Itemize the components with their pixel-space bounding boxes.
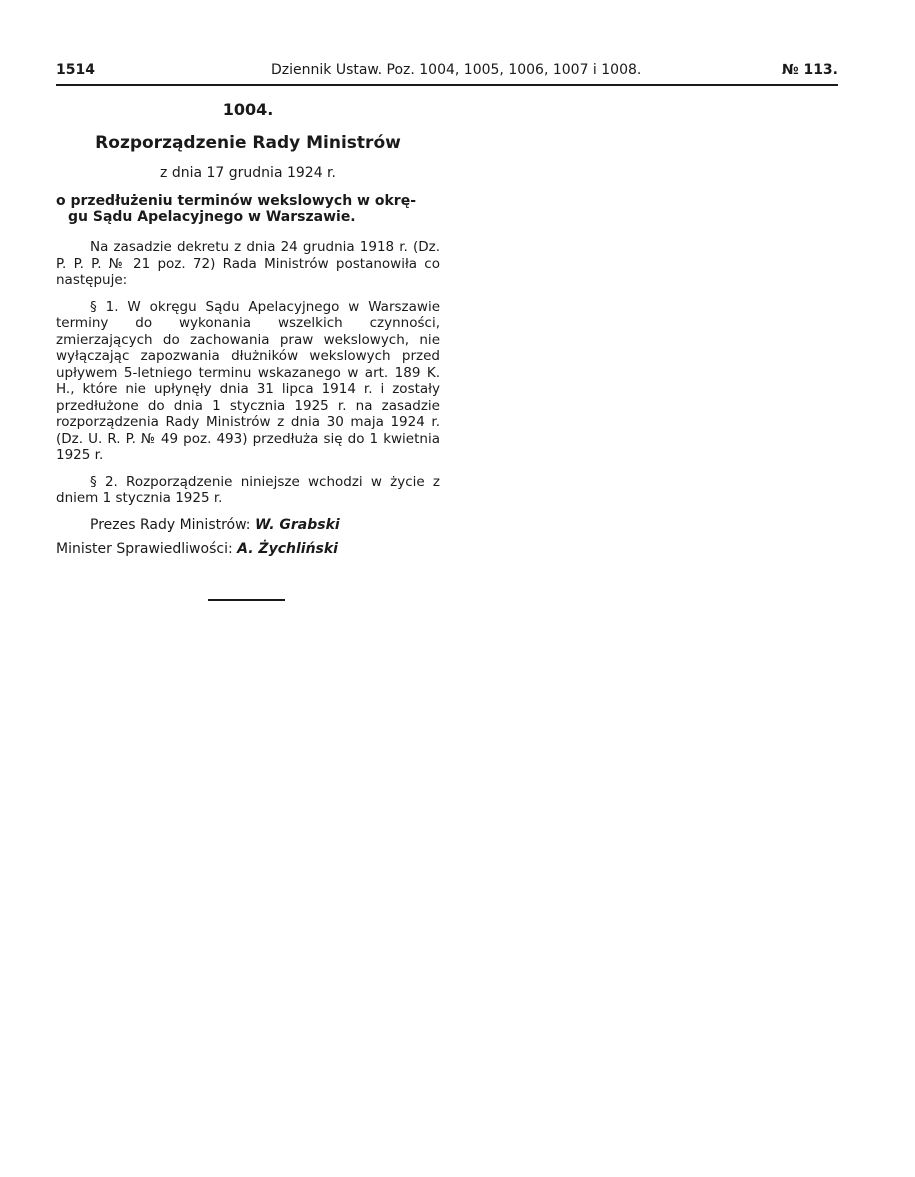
end-of-act-divider — [208, 599, 285, 601]
position-number: 1004. — [222, 100, 274, 119]
act-subject-line1: o przedłużeniu terminów wekslowych w okrę- — [56, 193, 417, 209]
act-title: Rozporządzenie Rady Ministrów — [95, 133, 401, 153]
journal-title: Dziennik Ustaw. Poz. 1004, 1005, 1006, 1007 i 1008. — [271, 62, 642, 78]
signature-role: Minister Sprawiedliwości: — [56, 540, 233, 557]
preamble: Na zasadzie dekretu z dnia 24 grudnia 1918 r. (Dz. P. P. P. № 21 poz. 72) Rada Ministrów postanowiła co następuje: — [56, 239, 440, 288]
signature-name: W. Grabski — [254, 516, 340, 533]
signature-justice-minister — [56, 541, 440, 557]
signature-name: A. Żychliński — [237, 540, 338, 557]
page-number: 1514 — [56, 62, 95, 78]
running-header — [56, 62, 838, 84]
section-1: § 1. W okręgu Sądu Apelacyjnego w Warszawie terminy do wykonania wszelkich czynności, zmierzających do zachowania praw wekslowych, nie wyłączając zapozwania dłużników wekslowych przed upływem 5-letniego terminu wskazanego w art. 189 K. H., które nie upłynęły dnia 31 lipca 1914 r. i zostały przedłużone do dnia 1 stycznia 1925 r. na zasadzie rozporządzenia Rady Ministrów z dnia 30 maja 1924 r. (Dz. U. R. P. № 49 poz. 493) przedłuża się do 1 kwietnia 1925 r. — [56, 298, 440, 463]
act-subject-line2: gu Sądu Apelacyjnego w Warszawie. — [68, 209, 356, 225]
act-subject — [56, 193, 440, 225]
section-2: § 2. Rozporządzenie niniejsze wchodzi w życie z dniem 1 stycznia 1925 r. — [56, 473, 440, 506]
signature-prime-minister — [56, 517, 440, 533]
signature-role: Prezes Rady Ministrów: — [90, 516, 251, 533]
act-date: z dnia 17 grudnia 1924 r. — [160, 165, 336, 181]
header-divider — [56, 84, 838, 86]
document-column — [56, 100, 440, 565]
issue-number: № 113. — [781, 62, 838, 78]
